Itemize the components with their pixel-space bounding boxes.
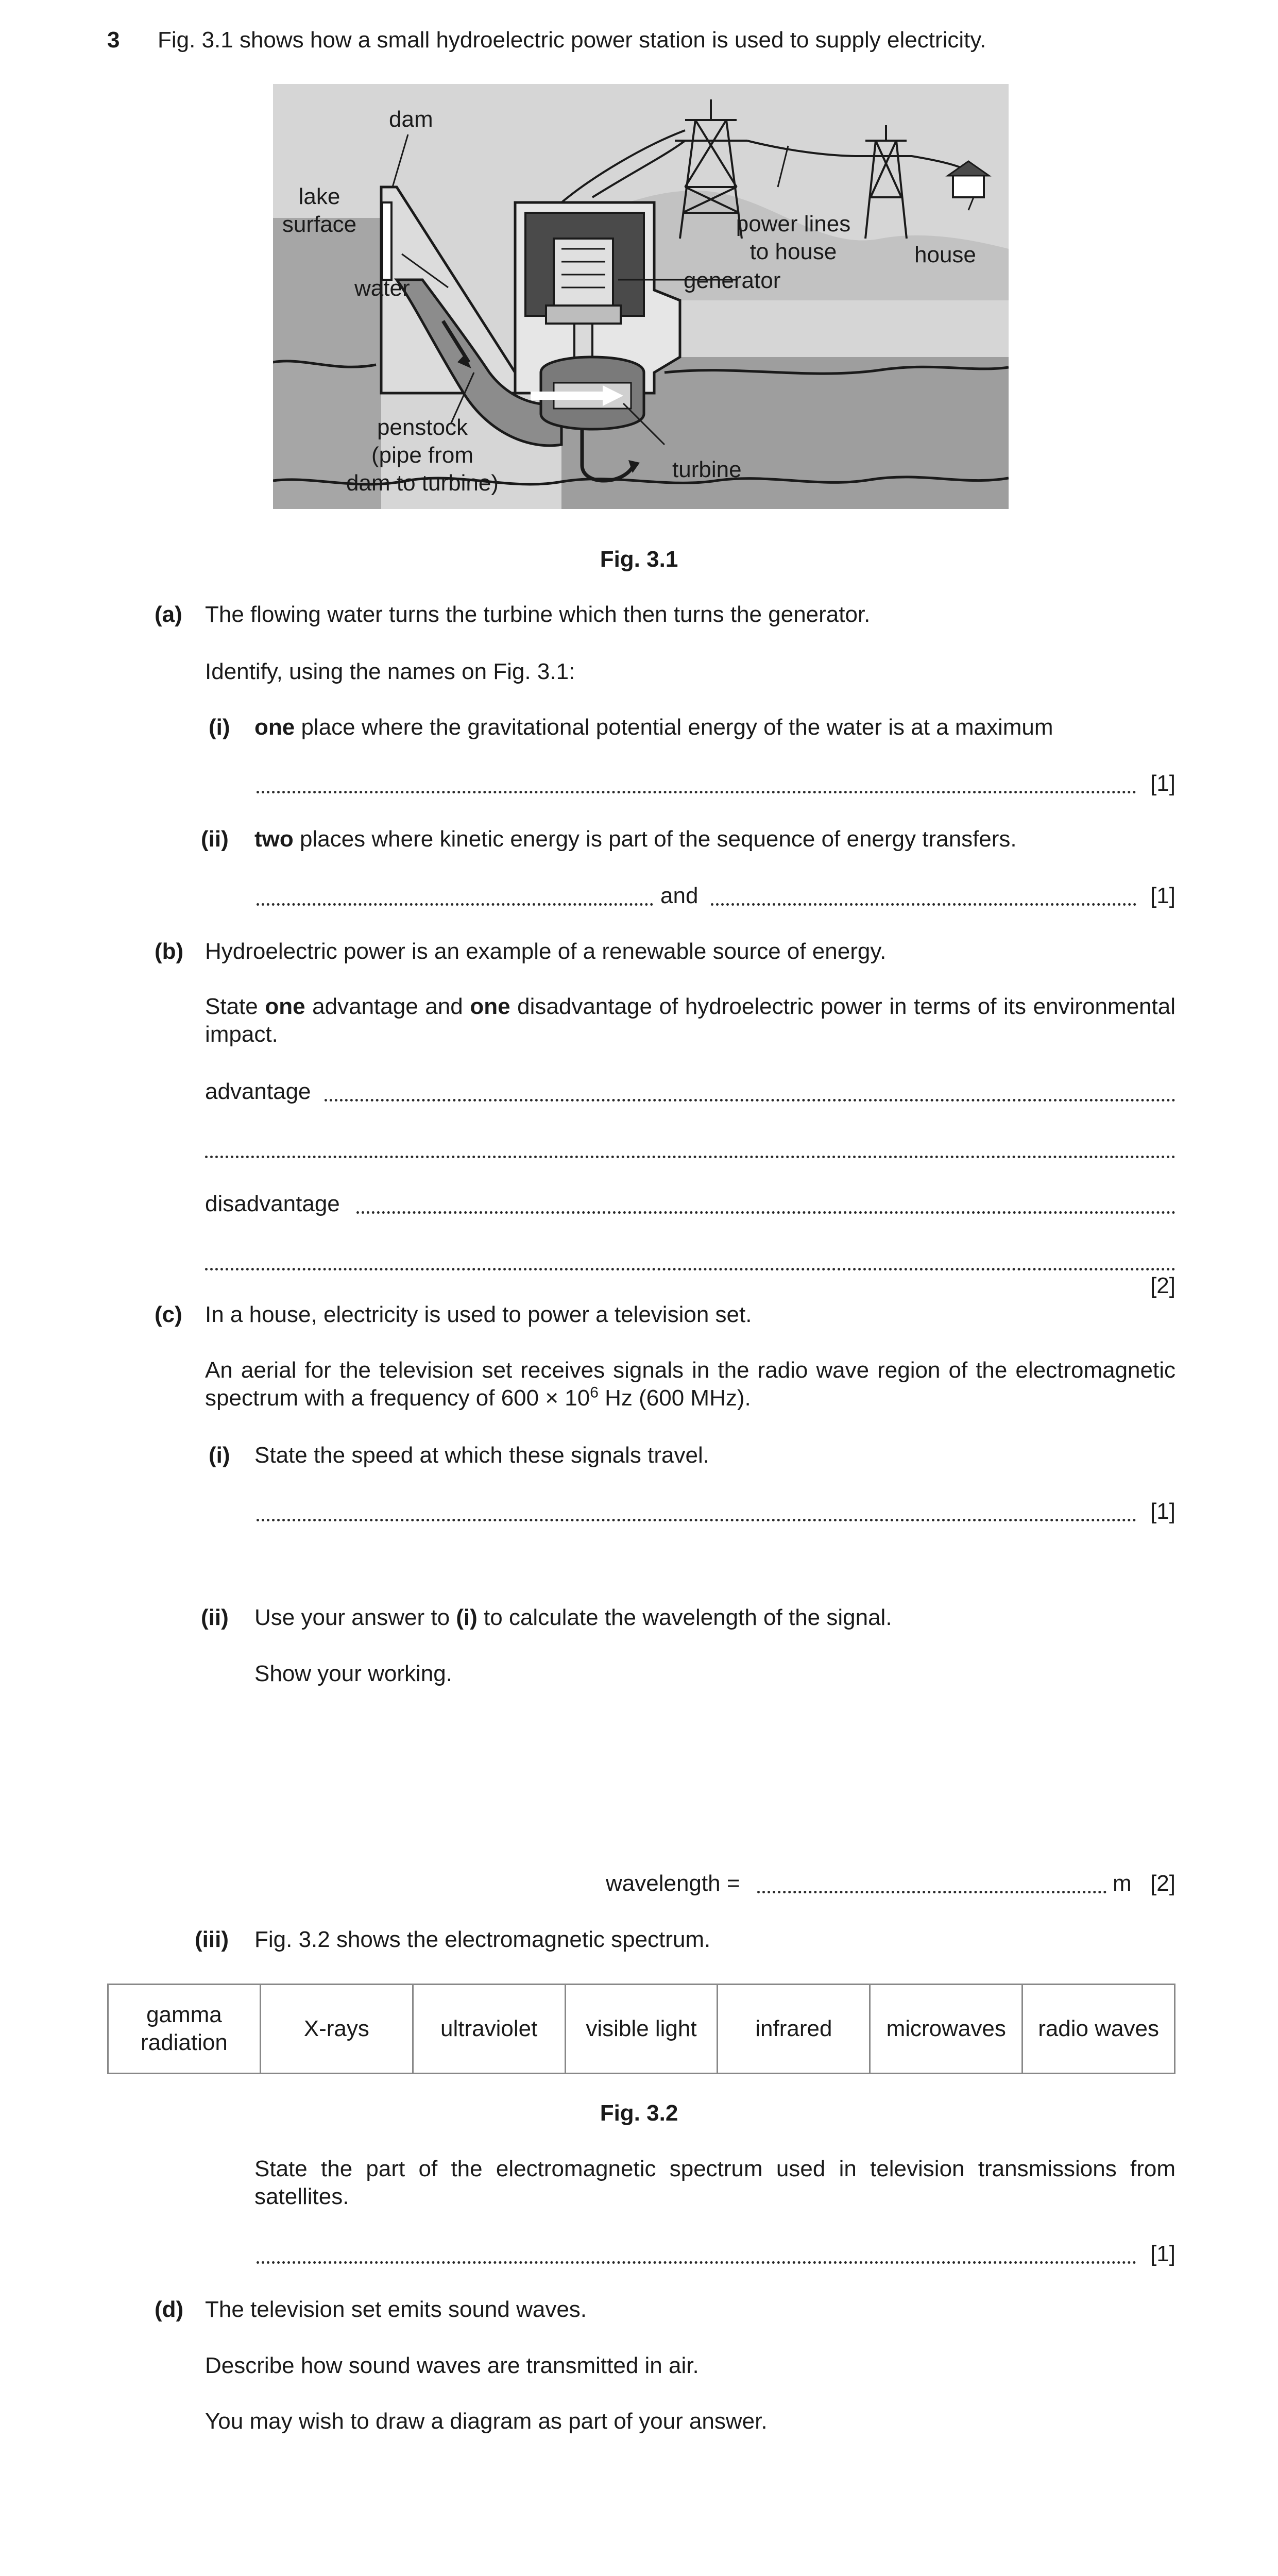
label-house: house xyxy=(914,242,976,267)
part-c-ii-label: (ii) xyxy=(201,1605,229,1630)
part-a-label: (a) xyxy=(155,602,182,627)
em-spectrum-table xyxy=(107,1984,1175,2074)
part-a-i-answer-line[interactable] xyxy=(257,791,1136,793)
part-b-advantage-line-1[interactable] xyxy=(325,1099,1175,1101)
part-a-i-question xyxy=(254,713,1053,742)
spectrum-visible-light-label: visible light xyxy=(586,2016,697,2041)
spectrum-x-rays-label: X-rays xyxy=(303,2016,369,2041)
wavelength-label: wavelength = xyxy=(606,1871,740,1896)
part-b-label: (b) xyxy=(155,939,184,964)
part-b-advantage-line-2[interactable] xyxy=(205,1156,1175,1158)
part-c-iii-label: (iii) xyxy=(195,1927,229,1952)
part-a-i-label: (i) xyxy=(209,715,230,740)
figure-3-2-caption: Fig. 3.2 xyxy=(600,2100,678,2126)
part-a-ii-marks: [1] xyxy=(1150,883,1175,908)
part-c-aerial-1: An aerial for the television set receives signals in the radio wave region of the electromagnetic spectrum with a frequency of 600 × 10 xyxy=(205,1358,1175,1411)
part-c-i-text: State the speed at which these signals travel. xyxy=(254,1443,709,1468)
part-b-state-2: advantage and xyxy=(305,994,470,1019)
part-a-ii-bold: two xyxy=(254,826,294,852)
spectrum-gamma-label: gamma radiation xyxy=(141,2002,228,2055)
label-penstock-line2: (pipe from xyxy=(371,443,474,468)
part-d-label: (d) xyxy=(155,2297,184,2322)
wavelength-unit: m xyxy=(1113,1871,1132,1896)
part-b-state-3: disadvantage of hydroelectric power in terms of its environmental impact. xyxy=(205,994,1175,1047)
part-b-marks: [2] xyxy=(1150,1273,1175,1298)
part-c-i-answer-line[interactable] xyxy=(257,1519,1136,1521)
part-a-i-bold: one xyxy=(254,715,295,740)
part-a-ii-question xyxy=(254,825,1017,854)
part-c-aerial xyxy=(205,1357,1175,1412)
spectrum-cell-visible-light xyxy=(566,1985,719,2073)
spectrum-cell-ultraviolet xyxy=(414,1985,566,2073)
question-number: 3 xyxy=(107,27,120,53)
label-generator: generator xyxy=(684,268,781,293)
spectrum-cell-microwaves xyxy=(871,1985,1023,2073)
spectrum-microwaves-label: microwaves xyxy=(886,2016,1006,2041)
part-a-ii-answer-line-2[interactable] xyxy=(711,903,1136,906)
part-c-ii-text-1: Use your answer to xyxy=(254,1605,456,1630)
part-b-advantage-label: advantage xyxy=(205,1079,311,1104)
part-b-text: Hydroelectric power is an example of a renewable source of energy. xyxy=(205,939,887,964)
spectrum-cell-x-rays xyxy=(261,1985,414,2073)
part-b-state-bold-2: one xyxy=(470,994,510,1019)
label-lake-line1: lake xyxy=(298,184,340,209)
spectrum-cell-radio-waves xyxy=(1023,1985,1174,2073)
part-a-i-text: place where the gravitational potential energy of the water is at a maximum xyxy=(295,715,1053,740)
part-b-state-bold-1: one xyxy=(265,994,305,1019)
part-c-ii-question xyxy=(254,1603,892,1632)
part-c-aerial-2: Hz (600 MHz). xyxy=(598,1385,751,1411)
question-intro: Fig. 3.1 shows how a small hydroelectric power station is used to supply electricity. xyxy=(158,27,986,53)
part-b-disadvantage-line-1[interactable] xyxy=(356,1211,1175,1214)
label-lake-line2: surface xyxy=(282,212,357,237)
spectrum-ultraviolet-label: ultraviolet xyxy=(440,2016,538,2041)
part-b-state-1: State xyxy=(205,994,265,1019)
wavelength-answer-line[interactable] xyxy=(757,1891,1106,1893)
figure-3-1-caption: Fig. 3.1 xyxy=(600,547,678,572)
part-c-ii-show: Show your working. xyxy=(254,1661,452,1686)
part-c-label: (c) xyxy=(155,1302,182,1327)
part-c-ii-bold: (i) xyxy=(456,1605,478,1630)
part-d-text: The television set emits sound waves. xyxy=(205,2297,587,2322)
part-d-diagram: You may wish to draw a diagram as part of your answer. xyxy=(205,2409,768,2434)
hydroelectric-figure xyxy=(273,84,1009,509)
part-b-disadvantage-label: disadvantage xyxy=(205,1191,340,1216)
label-dam: dam xyxy=(389,107,433,132)
spectrum-infrared-label: infrared xyxy=(755,2016,832,2041)
label-power-lines-line1: power lines xyxy=(736,211,851,236)
part-c-iii-text: Fig. 3.2 shows the electromagnetic spectrum. xyxy=(254,1927,711,1952)
part-a-ii-and: and xyxy=(660,883,698,908)
part-c-i-label: (i) xyxy=(209,1443,230,1468)
part-a-ii-text: places where kinetic energy is part of the sequence of energy transfers. xyxy=(293,826,1017,852)
part-c-ii-marks: [2] xyxy=(1150,1871,1175,1896)
label-penstock-line1: penstock xyxy=(377,415,468,440)
part-c-iii-answer-line[interactable] xyxy=(257,2261,1136,2264)
part-d-describe: Describe how sound waves are transmitted in air. xyxy=(205,2353,699,2378)
label-power-lines xyxy=(726,210,860,266)
part-a-ii-answer-line-1[interactable] xyxy=(257,903,653,906)
part-c-aerial-sup: 6 xyxy=(590,1384,599,1401)
part-c-i-marks: [1] xyxy=(1150,1499,1175,1524)
part-c-ii-text-2: to calculate the wavelength of the signal. xyxy=(477,1605,892,1630)
part-b-disadvantage-line-2[interactable] xyxy=(205,1268,1175,1270)
part-b-state xyxy=(205,993,1175,1048)
spectrum-cell-gamma xyxy=(109,1985,261,2073)
part-a-identify: Identify, using the names on Fig. 3.1: xyxy=(205,659,575,684)
label-water: water xyxy=(354,276,410,301)
label-penstock xyxy=(330,414,515,497)
part-c-text: In a house, electricity is used to power a television set. xyxy=(205,1302,752,1327)
spectrum-radio-waves-label: radio waves xyxy=(1038,2016,1159,2041)
label-power-lines-line2: to house xyxy=(749,239,837,264)
part-c-iii-marks: [1] xyxy=(1150,2241,1175,2266)
part-c-iii-state: State the part of the electromagnetic spectrum used in television transmissions from satellites. xyxy=(254,2156,1175,2209)
label-penstock-line3: dam to turbine) xyxy=(346,470,499,496)
part-a-i-marks: [1] xyxy=(1150,771,1175,796)
part-a-ii-label: (ii) xyxy=(201,826,229,852)
label-turbine: turbine xyxy=(672,457,742,482)
label-lake-surface xyxy=(273,183,366,239)
part-a-text: The flowing water turns the turbine which then turns the generator. xyxy=(205,602,871,627)
spectrum-cell-infrared xyxy=(718,1985,871,2073)
